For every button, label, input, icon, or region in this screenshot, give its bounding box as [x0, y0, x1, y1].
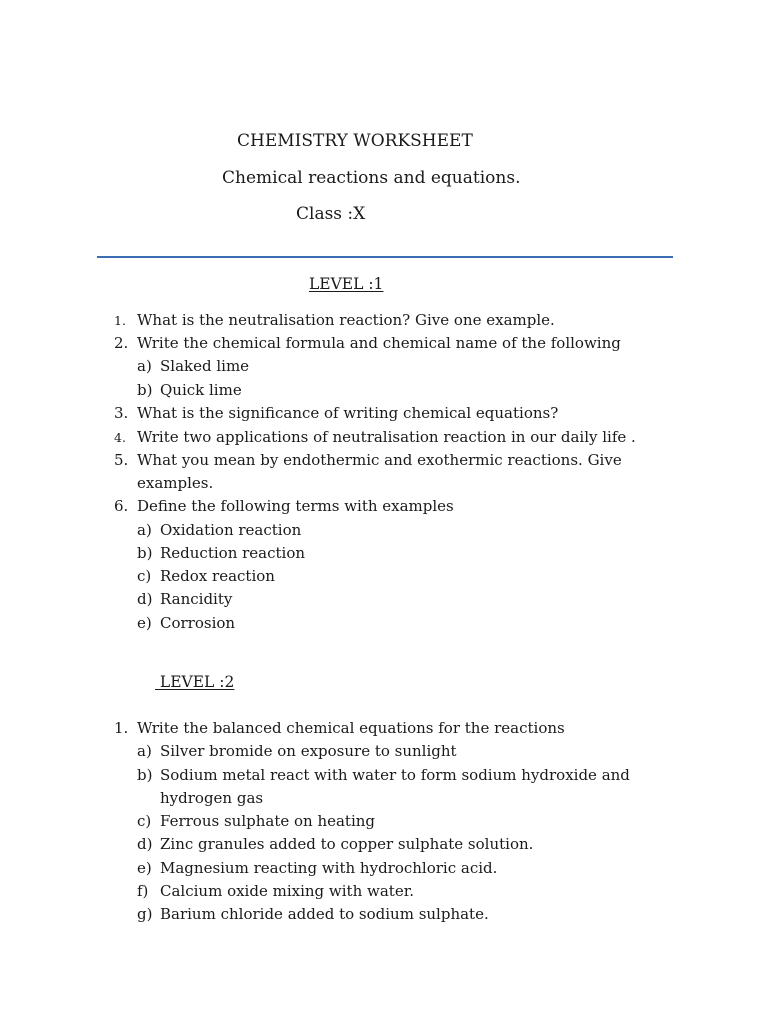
worksheet-title: CHEMISTRY WORKSHEET — [237, 131, 473, 151]
list-item: Write the balanced chemical equations for the reactions — [137, 719, 565, 737]
list-item-number: 6. — [114, 497, 129, 515]
sub-item: Reduction reaction — [160, 544, 306, 562]
sub-item-continuation: hydrogen gas — [160, 789, 264, 807]
sub-item: Rancidity — [160, 590, 233, 608]
list-item-number: 3. — [114, 404, 129, 422]
class-label: Class :X — [296, 204, 366, 224]
list-item: What you mean by endothermic and exothermic reactions. Give — [137, 451, 622, 469]
sub-item-letter: e) — [137, 859, 152, 877]
sub-item-letter: a) — [137, 357, 152, 375]
level-1-heading: LEVEL :1 — [309, 275, 384, 293]
sub-item: Quick lime — [160, 381, 242, 399]
sub-item: Sodium metal react with water to form sodium hydroxide and — [160, 766, 630, 784]
sub-item: Magnesium reacting with hydrochloric acid. — [160, 859, 498, 877]
sub-item-letter: e) — [137, 614, 152, 632]
list-item: Write the chemical formula and chemical name of the following — [137, 334, 621, 352]
header-divider — [97, 256, 673, 258]
level-2-heading: LEVEL :2 — [155, 673, 235, 691]
sub-item-letter: d) — [137, 835, 153, 853]
sub-item-letter: d) — [137, 590, 153, 608]
sub-item: Calcium oxide mixing with water. — [160, 882, 414, 900]
list-item-number: 4. — [114, 430, 126, 445]
sub-item-letter: b) — [137, 544, 153, 562]
sub-item: Oxidation reaction — [160, 521, 302, 539]
sub-item: Ferrous sulphate on heating — [160, 812, 376, 830]
list-item: Define the following terms with examples — [137, 497, 454, 515]
list-item-number: 2. — [114, 334, 129, 352]
sub-item-letter: f) — [137, 882, 149, 900]
list-item: What is the significance of writing chemical equations? — [137, 404, 559, 422]
list-item-continuation: examples. — [137, 474, 214, 492]
sub-item: Slaked lime — [160, 357, 250, 375]
sub-item-letter: a) — [137, 742, 152, 760]
list-item-number: 5. — [114, 451, 129, 469]
sub-item-letter: b) — [137, 381, 153, 399]
sub-item: Silver bromide on exposure to sunlight — [160, 742, 457, 760]
sub-item-letter: c) — [137, 567, 152, 585]
list-item: Write two applications of neutralisation reaction in our daily life . — [137, 428, 636, 446]
sub-item: Barium chloride added to sodium sulphate. — [160, 905, 489, 923]
sub-item-letter: g) — [137, 905, 153, 923]
worksheet-subtitle: Chemical reactions and equations. — [222, 168, 521, 188]
sub-item-letter: c) — [137, 812, 152, 830]
list-item-number: 1. — [114, 313, 126, 328]
list-item-number: 1. — [114, 719, 129, 737]
sub-item: Corrosion — [160, 614, 236, 632]
sub-item-letter: a) — [137, 521, 152, 539]
sub-item-letter: b) — [137, 766, 153, 784]
sub-item: Redox reaction — [160, 567, 275, 585]
list-item: What is the neutralisation reaction? Give one example. — [137, 311, 555, 329]
sub-item: Zinc granules added to copper sulphate solution. — [160, 835, 534, 853]
